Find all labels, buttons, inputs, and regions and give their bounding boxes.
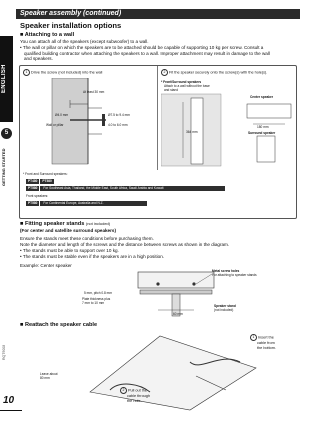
wall-bullet-line3: and speakers. — [24, 56, 53, 62]
reattach-heading: ■ Reattach the speaker cable — [20, 322, 98, 328]
front-speakers-label: Front speakers: — [26, 194, 49, 198]
fitting-p2: Note the diameter and length of the screws and the distance between screws as shown in the diagram. — [20, 242, 230, 247]
language-tab-label: ENGLISH — [1, 64, 7, 94]
reattach-step2-text2: cable through — [127, 394, 151, 398]
center-speaker-label: Center speaker — [250, 95, 274, 99]
label-at-least: At least 30 mm — [83, 90, 105, 94]
plate-label2: 7 mm to 10 mm — [82, 301, 105, 305]
page-title: Speaker installation options — [20, 21, 122, 30]
dist-364: 364 mm — [186, 130, 198, 134]
fitting-heading-note: (not included) — [85, 221, 111, 226]
wall-diagram-divider — [157, 66, 158, 170]
section-number-icon: 5 — [1, 128, 12, 139]
fs-title: * Front/Surround speakers — [161, 80, 202, 84]
label-d3: 4.0 to 6.0 mm — [108, 123, 128, 127]
page-number: 10 — [3, 395, 15, 406]
model-badge-eu: PT580 — [28, 201, 38, 205]
stand-label: Speaker stand — [214, 304, 236, 308]
dist-60: 60 mm — [173, 312, 183, 316]
wall-intro: You can attach all of the speakers (except subwoofer) to a wall. — [20, 39, 149, 44]
model-badge-2: PT580 — [42, 179, 52, 183]
metal-holes-sub: For attaching to speaker stands — [212, 273, 257, 277]
reattach-heading-text: Reattach the speaker cable — [24, 322, 98, 328]
region-note-sea: For Southeast Asia, Thailand, the Middle East, South Africa, Saudi Arabia and Kuwait — [40, 186, 225, 191]
wall-bullet-text1: The wall or pillar on which the speakers are to be attached should be capable of supporting 10 kg per screw. Consult a — [22, 45, 264, 50]
model-badge-sea: PT580 — [28, 186, 38, 190]
reattach-step2-line1 — [120, 387, 150, 394]
leave-label1: Leave about — [40, 372, 58, 376]
reattach-step2-text3: the hole. — [127, 398, 142, 403]
section-label: GETTING STARTED — [1, 148, 6, 186]
step1-caption — [23, 69, 102, 76]
fitting-heading-text: Fitting speaker stands — [24, 221, 85, 227]
fitting-b1-text: The stands must be able to support over 10 kg. — [22, 248, 119, 253]
reattach-step1-line1 — [250, 334, 276, 341]
wall-bullet-line2: qualified building contractor when attaching the speakers to a wall. Improper attachment may result in damage to the wall — [24, 50, 270, 56]
fitting-b2-text: The stands must be stable even if the speakers are in a high position. — [22, 254, 165, 259]
fs-note2: and stand — [164, 88, 179, 92]
fitting-b2: • The stands must be stable even if the speakers are in a high position. — [20, 254, 165, 259]
label-d2: Ø7.5 to 9.4 mm — [108, 113, 130, 117]
page-number-rule — [0, 410, 22, 411]
dist-180: 180 mm — [257, 125, 269, 129]
fitting-heading: ■ Fitting speaker stands (not included) — [20, 221, 111, 227]
surround-speaker-label: Surround speaker — [248, 131, 276, 135]
fitting-sub: (For center and satellite surround speakers) — [20, 228, 116, 233]
fitting-p1: Ensure the stands meet these conditions before purchasing them. — [20, 236, 154, 241]
model-badge-1: PT480 — [28, 179, 38, 183]
reattach-step1-text1: Insert the — [258, 335, 274, 340]
fs-note1: Attach to a wall without the base — [164, 84, 210, 88]
fitting-b1: • The stands must be able to support over 10 kg. — [20, 248, 119, 253]
reattach-step2-number: 2 — [120, 387, 127, 394]
sea-region-row — [26, 186, 225, 191]
cable-diagram — [80, 332, 260, 412]
step1-text: Drive the screw (not included) into the wall — [31, 70, 103, 75]
model-badges — [26, 179, 54, 184]
metal-holes-label: Metal screw holes — [212, 269, 240, 273]
region-note-eu: For Continental Europe, Australia and N.Z. — [40, 201, 147, 206]
label-d1: Ø4.0 mm — [55, 113, 69, 117]
document-code: RQT9008 — [2, 344, 6, 360]
reattach-step1-number: 1 — [250, 334, 257, 341]
reattach-step2-text1: Pull out the — [128, 388, 147, 393]
reattach-step1 — [250, 334, 276, 350]
wall-heading: ■ Attaching to a wall — [20, 32, 75, 38]
screw-spec: 5 mm, pitch 0.8 mm — [84, 291, 112, 295]
leave-label2: 80 mm — [40, 376, 50, 380]
step2-caption — [161, 69, 267, 76]
wall-bullet — [20, 45, 298, 62]
step2-number: 2 — [161, 69, 168, 76]
header-title: Speaker assembly (continued) — [20, 10, 122, 17]
stand-sub: (not included) — [214, 308, 234, 312]
reattach-step1-text3: the bottom. — [257, 345, 276, 350]
label-wall: Wall or pillar — [46, 123, 64, 127]
wall-bullet-line1: • The wall or pillar on which the speakers are to be attached should be capable of supporting 10 kg per screw. Consult a — [20, 45, 264, 50]
stand-diagram — [100, 266, 230, 324]
reattach-step2 — [120, 387, 150, 403]
eu-region-row — [26, 201, 147, 206]
wall-heading-text: Attaching to a wall — [24, 32, 75, 38]
reattach-step1-text2: cable from — [257, 341, 275, 345]
step1-number: 1 — [23, 69, 30, 76]
plate-label1: Plate thickness plus — [82, 297, 111, 301]
fs-footer: * Front and Surround speakers: — [23, 172, 68, 176]
step2-text: Fit the speaker securely onto the screw(s) with the hole(s). — [169, 70, 268, 75]
fitting-example: Example: Center speaker — [20, 263, 72, 268]
